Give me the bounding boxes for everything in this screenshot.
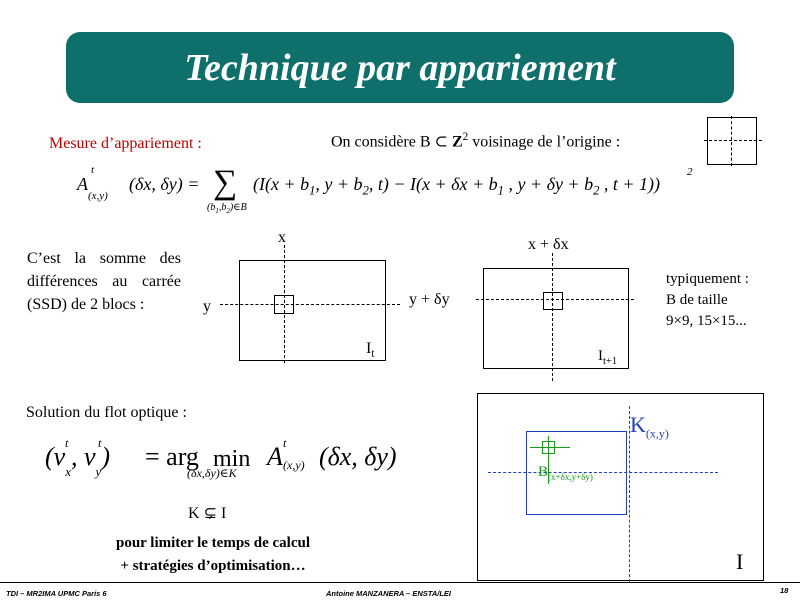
k-label-sub: (x,y)	[645, 426, 669, 441]
block1-image-sub: t	[371, 348, 375, 361]
neighborhood-icon	[707, 117, 757, 165]
block1-y-label: y	[203, 298, 211, 315]
typical-line-3: 9×9, 15×15...	[666, 313, 747, 329]
b-label: $B_{(x+\delta x,y+\delta y)}$	[538, 464, 593, 482]
z-symbol: Z	[451, 133, 463, 151]
i-label: I	[736, 549, 744, 574]
subset-symbol: ⊂	[434, 133, 448, 151]
limit-line-1: pour limiter le temps de calcul	[115, 535, 310, 551]
b-block	[542, 441, 555, 454]
solution-formula: ($v_x$, $v_y$) t t = arg min (δx,δy)∈K A t (x,y) (δx, δy)	[45, 436, 397, 480]
considere-prefix: On considère B	[331, 133, 431, 151]
limit-line-2: + stratégies d’optimisation…	[120, 558, 306, 574]
block1-image-label: $I_t$	[366, 340, 375, 361]
block2-image-sub: t+1	[603, 356, 618, 367]
block2-image-label: $I_{t+1}$	[598, 348, 618, 367]
typical-line-1: typiquement :	[666, 271, 749, 287]
solution-label: Solution du flot optique :	[26, 404, 187, 421]
strict-subset-symbol: ⊊	[203, 505, 217, 522]
footer-center: Antoine MANZANERA – ENSTA/LEI	[326, 589, 451, 598]
block2-y-label: y + δy	[409, 291, 450, 308]
typical-line-2: B de taille	[666, 292, 728, 308]
considere-suffix: voisinage de l’origine :	[472, 133, 621, 151]
z-exponent: 2	[462, 131, 469, 143]
block1-image-frame	[239, 260, 386, 361]
limit-note	[88, 532, 338, 578]
block2-x-label: x + δx	[528, 236, 569, 253]
page-number: 18	[780, 586, 789, 595]
typical-note	[666, 269, 749, 332]
block2-neighborhood	[543, 292, 563, 310]
mesure-label: Mesure d’appariement :	[49, 135, 202, 152]
footer-rule	[0, 582, 800, 583]
b-label-sub: (x+δx,y+δy)	[548, 472, 593, 482]
k-subset-line	[188, 503, 226, 523]
footer-left: TDI – MR2IMA UPMC Paris 6	[6, 589, 107, 598]
block1-x-label: x	[278, 229, 286, 246]
ssd-paragraph: C’est la somme des différences au carrée (SSD) de 2 blocs :	[27, 250, 181, 313]
k-label: $K_{(x,y)}$	[630, 412, 669, 441]
search-diagram	[477, 393, 764, 581]
block2-image-frame	[483, 268, 629, 369]
slide-title: Technique par appariement	[66, 32, 734, 103]
considere-line	[331, 131, 620, 151]
k-subset-right: I	[220, 505, 227, 522]
block1-neighborhood	[274, 295, 294, 314]
k-subset-left: K	[188, 505, 200, 522]
